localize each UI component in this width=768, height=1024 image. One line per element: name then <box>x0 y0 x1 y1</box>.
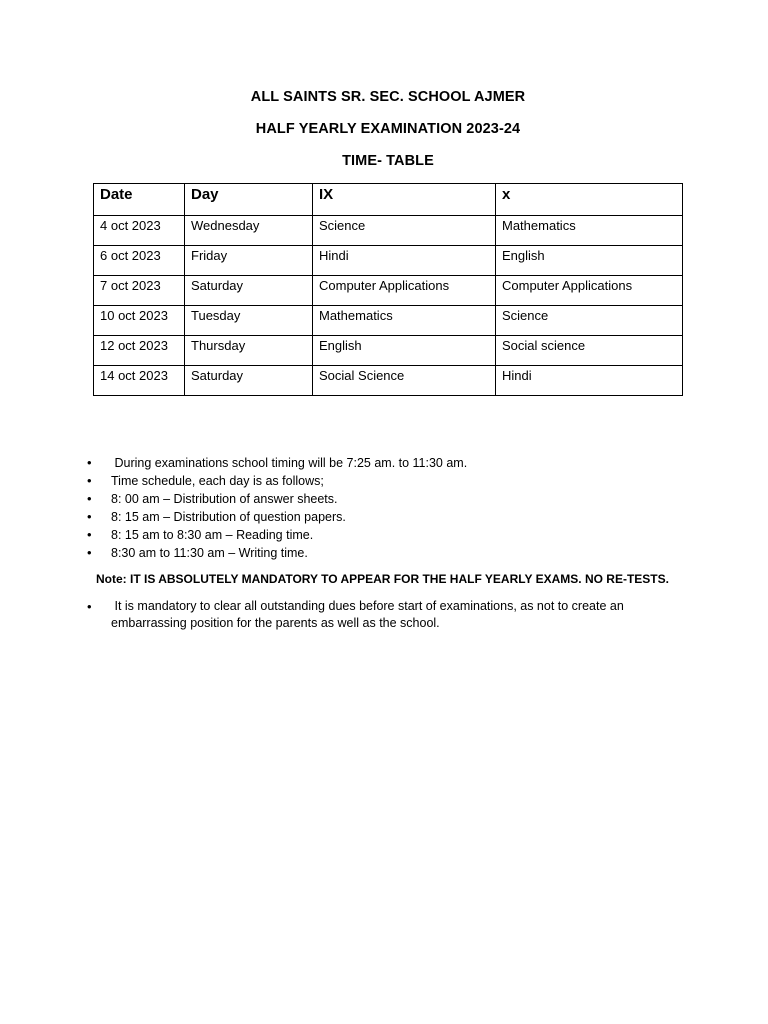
cell-date: 7 oct 2023 <box>94 276 185 306</box>
bullet-icon: • <box>87 491 92 506</box>
timetable-title: TIME- TABLE <box>342 153 434 169</box>
header-class-x: x <box>496 184 683 216</box>
instructions-list <box>85 454 467 562</box>
cell-ix: Science <box>313 216 496 246</box>
header-class-ix: IX <box>313 184 496 216</box>
table-header-row <box>94 184 683 216</box>
cell-x: Science <box>496 306 683 336</box>
table-row <box>94 276 683 306</box>
cell-x: Computer Applications <box>496 276 683 306</box>
timetable <box>93 183 683 396</box>
list-item: • Time schedule, each day is as follows; <box>87 473 324 488</box>
cell-ix: Computer Applications <box>313 276 496 306</box>
list-item: • 8: 15 am – Distribution of question papers. <box>87 509 346 524</box>
cell-ix: Mathematics <box>313 306 496 336</box>
list-item: • 8: 15 am to 8:30 am – Reading time. <box>87 527 314 542</box>
cell-ix: Social Science <box>313 366 496 396</box>
bullet-icon: • <box>87 473 92 488</box>
table-row <box>94 366 683 396</box>
bullet-icon: • <box>87 455 92 470</box>
cell-day: Saturday <box>185 276 313 306</box>
table-row <box>94 246 683 276</box>
cell-date: 10 oct 2023 <box>94 306 185 336</box>
dues-notice <box>85 598 675 632</box>
header-day: Day <box>185 184 313 216</box>
bullet-icon: • <box>87 545 92 560</box>
dues-notice-text: It is mandatory to clear all outstanding dues before start of examinations, as not to create an embarrassing position for the parents as well as the school. <box>111 599 628 630</box>
cell-date: 14 oct 2023 <box>94 366 185 396</box>
cell-x: English <box>496 246 683 276</box>
cell-ix: English <box>313 336 496 366</box>
cell-x: Social science <box>496 336 683 366</box>
cell-day: Thursday <box>185 336 313 366</box>
bullet-icon: • <box>87 599 92 614</box>
list-item: • 8:30 am to 11:30 am – Writing time. <box>87 545 308 560</box>
cell-day: Friday <box>185 246 313 276</box>
list-item: • 8: 00 am – Distribution of answer sheets. <box>87 491 338 506</box>
cell-date: 4 oct 2023 <box>94 216 185 246</box>
cell-ix: Hindi <box>313 246 496 276</box>
table-row <box>94 306 683 336</box>
bullet-icon: • <box>87 527 92 542</box>
exam-title: HALF YEARLY EXAMINATION 2023-24 <box>255 121 521 137</box>
cell-date: 12 oct 2023 <box>94 336 185 366</box>
table-row <box>94 336 683 366</box>
cell-day: Saturday <box>185 366 313 396</box>
cell-day: Wednesday <box>185 216 313 246</box>
cell-x: Hindi <box>496 366 683 396</box>
table-row <box>94 216 683 246</box>
bullet-icon: • <box>87 509 92 524</box>
header-date: Date <box>94 184 185 216</box>
cell-x: Mathematics <box>496 216 683 246</box>
cell-date: 6 oct 2023 <box>94 246 185 276</box>
mandatory-note: Note: IT IS ABSOLUTELY MANDATORY TO APPEAR FOR THE HALF YEARLY EXAMS. NO RE-TESTS. <box>96 572 669 586</box>
list-item: • During examinations school timing will be 7:25 am. to 11:30 am. <box>87 455 468 470</box>
cell-day: Tuesday <box>185 306 313 336</box>
school-name: ALL SAINTS SR. SEC. SCHOOL AJMER <box>250 89 526 105</box>
